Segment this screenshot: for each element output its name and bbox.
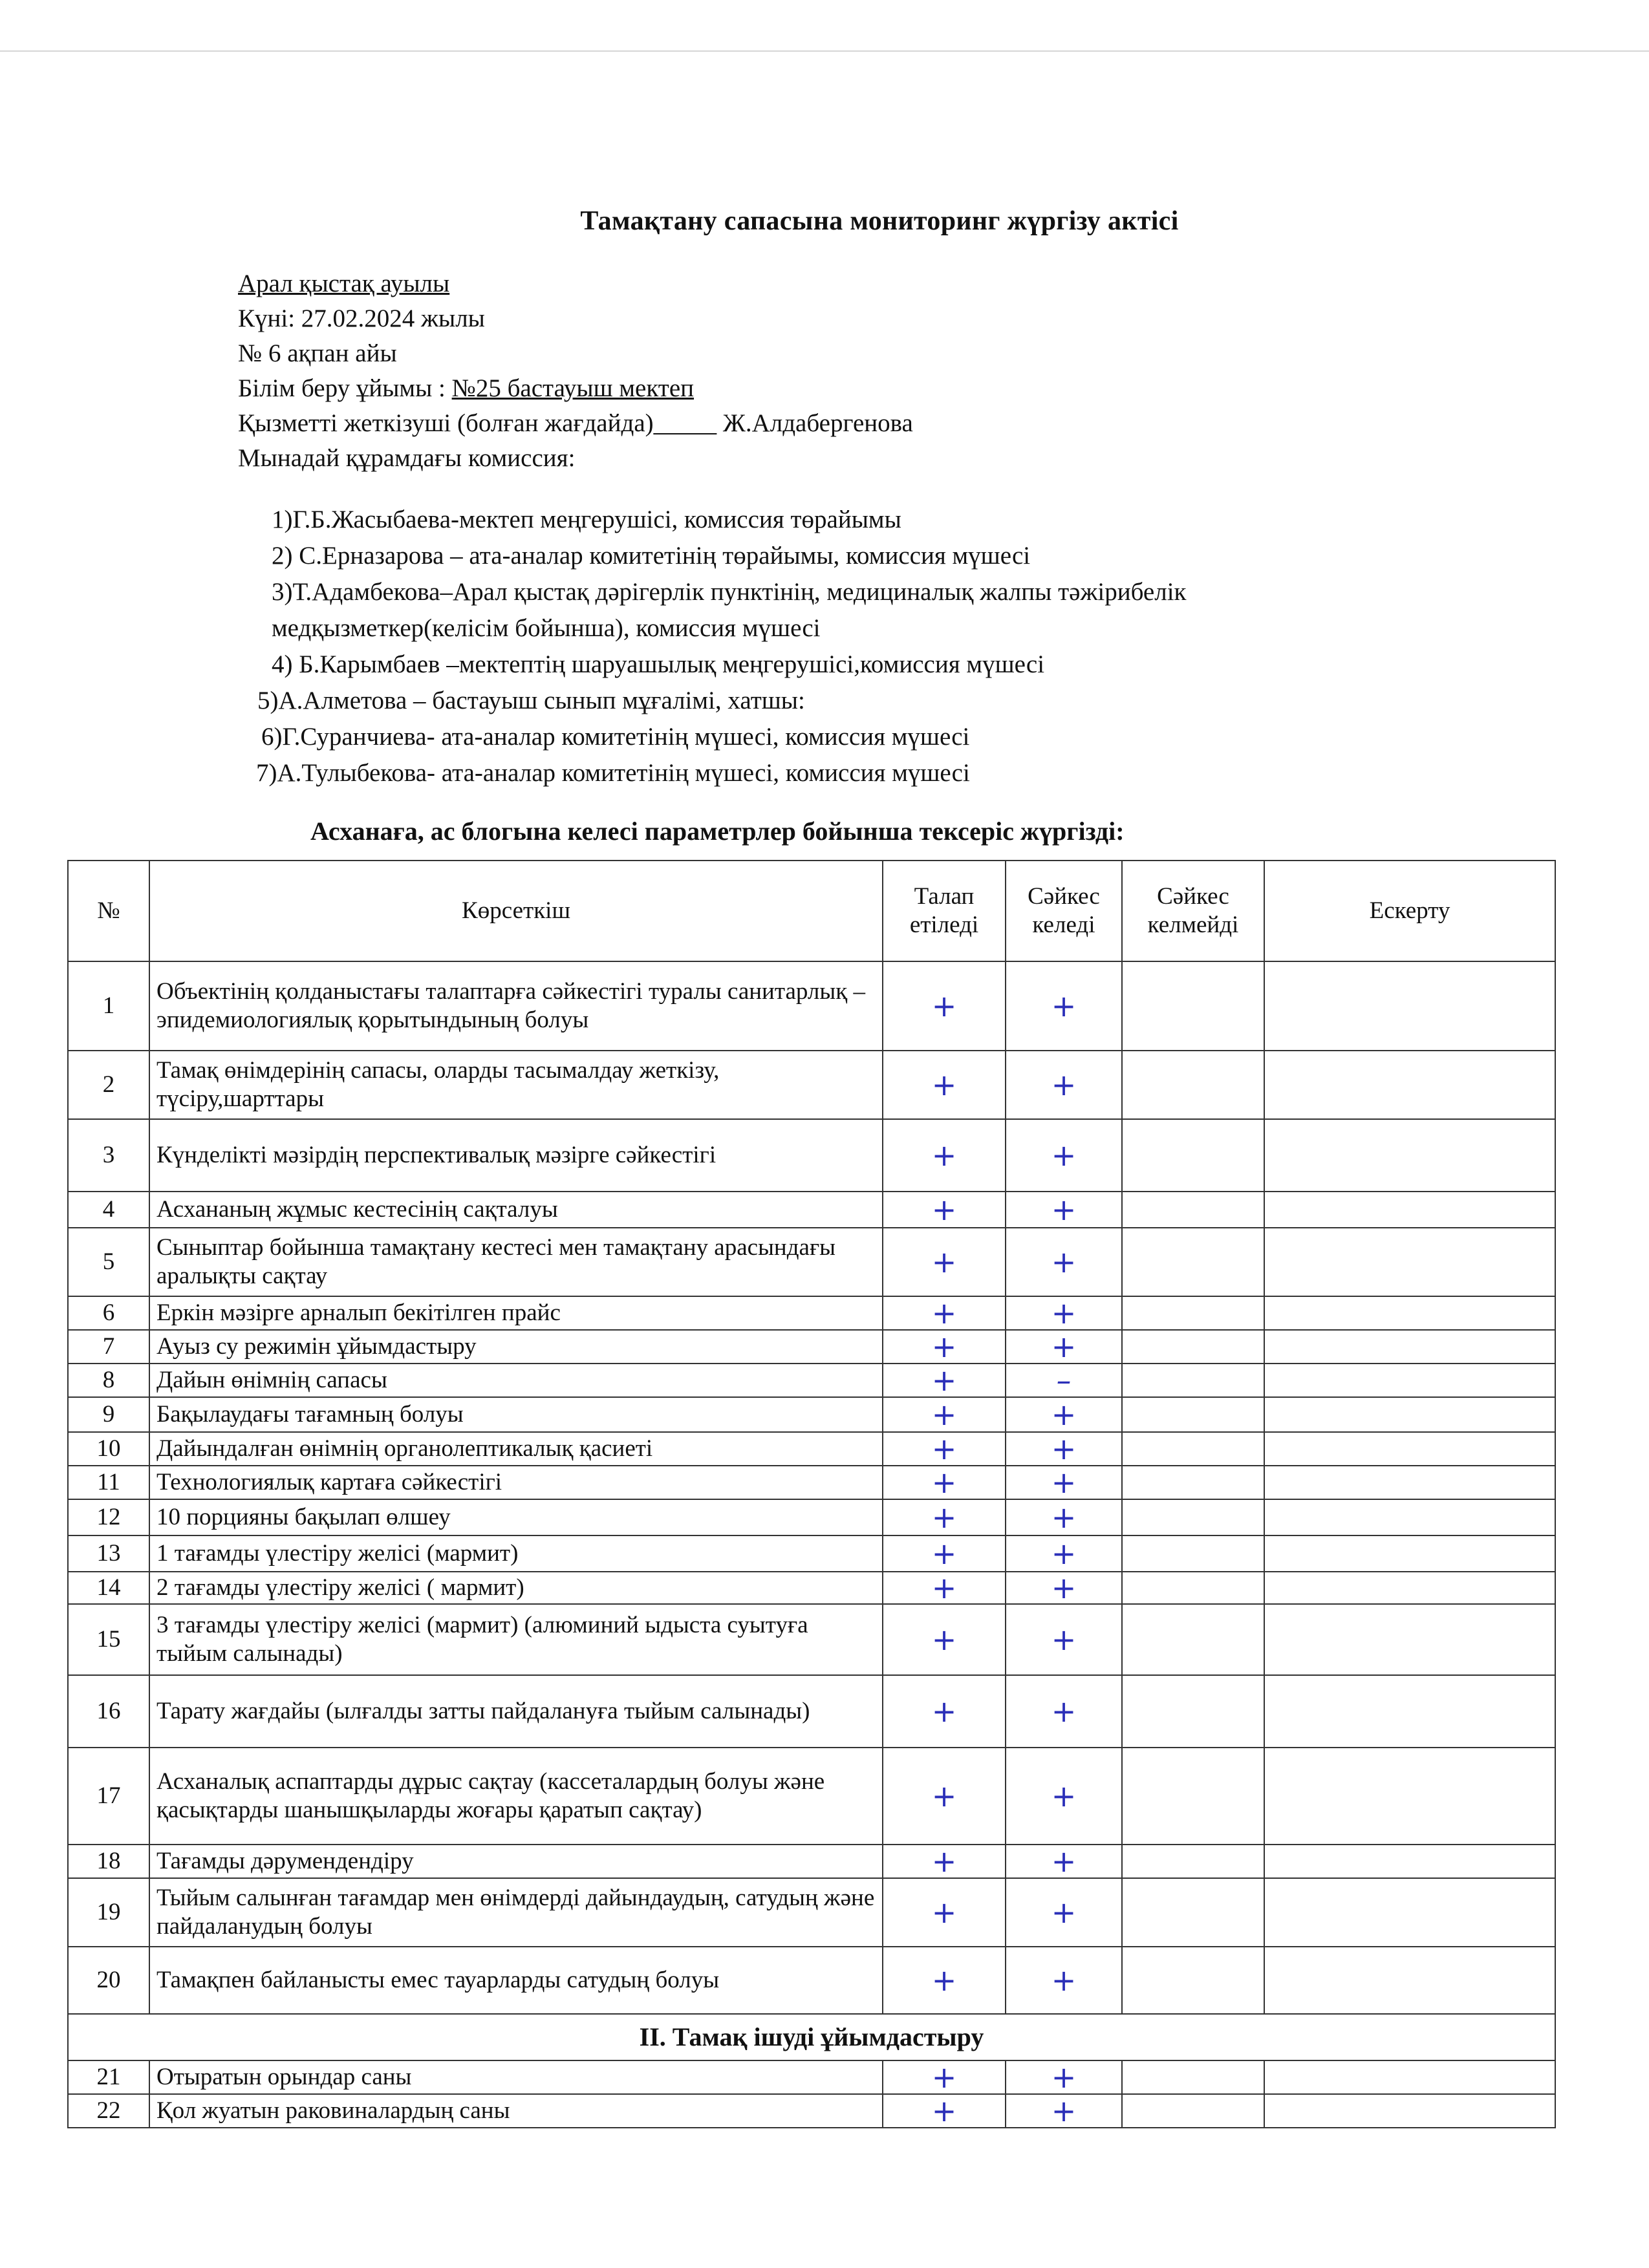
cell-indicator: Технологиялық картаға сәйкестігі [149, 1466, 883, 1499]
table-row [68, 1192, 1555, 1228]
organization-value: №25 бастауыш мектеп [451, 374, 695, 402]
cell-note [1264, 1748, 1555, 1845]
table-row [68, 2094, 1555, 2128]
cell-required: + [883, 1604, 1006, 1675]
cell-compliant: + [1006, 1878, 1122, 1947]
cell-required: + [883, 1535, 1006, 1572]
cell-required: + [883, 1466, 1006, 1499]
table-row [68, 1499, 1555, 1535]
table-body-section2 [68, 2060, 1555, 2128]
section2-title: ІІ. Тамақ ішуді ұйымдастыру [68, 2014, 1555, 2060]
col-header-number: № [68, 861, 149, 961]
cell-noncompliant [1122, 1535, 1264, 1572]
col-header-required: Талап етіледі [883, 861, 1006, 961]
cell-indicator: Асхананың жұмыс кестесінің сақталуы [149, 1192, 883, 1228]
cell-number: 20 [68, 1947, 149, 2014]
cell-number: 18 [68, 1845, 149, 1878]
member-line: 6)Г.Суранчиева- ата-аналар комитетінің мүшесі, комиссия мүшесі [261, 723, 970, 751]
number-line: № 6 ақпан айы [238, 339, 397, 367]
table-row [68, 1364, 1555, 1397]
cell-required: + [883, 1228, 1006, 1296]
cell-required: + [883, 1748, 1006, 1845]
member-line: 7)А.Тулыбекова- ата-аналар комитетінің мүшесі, комиссия мүшесі [256, 759, 970, 787]
cell-note [1264, 1228, 1555, 1296]
cell-number: 19 [68, 1878, 149, 1947]
cell-note [1264, 1947, 1555, 2014]
cell-note [1264, 1675, 1555, 1748]
cell-compliant: + [1006, 1397, 1122, 1432]
table-row [68, 1947, 1555, 2014]
cell-indicator: Бақылаудағы тағамның болуы [149, 1397, 883, 1432]
cell-noncompliant [1122, 1119, 1264, 1192]
table-row [68, 1675, 1555, 1748]
inspection-table [67, 860, 1556, 2128]
cell-noncompliant [1122, 1228, 1264, 1296]
cell-note [1264, 1499, 1555, 1535]
cell-number: 21 [68, 2060, 149, 2094]
inspection-subheading: Асханаға, ас блогына келесі параметрлер бойынша тексеріс жүргізді: [310, 817, 1125, 846]
cell-required: + [883, 1499, 1006, 1535]
table-row [68, 1051, 1555, 1119]
member-line: 4) Б.Карымбаев –мектептің шаруашылық меңгерушісі,комиссия мүшесі [272, 650, 1045, 678]
cell-indicator: Асханалық аспаптарды дұрыс сақтау (кассеталардың болуы және қасықтарды шанышқыларды жоғары қаратып сақтау) [149, 1748, 883, 1845]
cell-compliant: + [1006, 1845, 1122, 1878]
document-title: Тамақтану сапасына мониторинг жүргізу актісі [580, 206, 1179, 236]
member-line: 3)Т.Адамбекова–Арал қыстақ дәрігерлік пунктінің, медициналық жалпы тәжірибелік [272, 578, 1187, 606]
cell-number: 10 [68, 1432, 149, 1466]
cell-indicator: 2 тағамды үлестіру желісі ( мармит) [149, 1572, 883, 1604]
table-row [68, 1466, 1555, 1499]
commission-line: Мынадай құрамдағы комиссия: [238, 444, 576, 472]
table-header-row [68, 861, 1555, 961]
cell-compliant: + [1006, 961, 1122, 1051]
cell-compliant: + [1006, 1675, 1122, 1748]
table-row [68, 1572, 1555, 1604]
cell-number: 5 [68, 1228, 149, 1296]
cell-required: + [883, 961, 1006, 1051]
cell-noncompliant [1122, 1845, 1264, 1878]
table-row [68, 2060, 1555, 2094]
cell-number: 13 [68, 1535, 149, 1572]
cell-note [1264, 1572, 1555, 1604]
cell-indicator: 3 тағамды үлестіру желісі (мармит) (алюминий ыдыста суытуға тыйым салынады) [149, 1604, 883, 1675]
cell-note [1264, 2094, 1555, 2128]
table-body-section1 [68, 961, 1555, 2014]
cell-compliant: + [1006, 1228, 1122, 1296]
cell-number: 7 [68, 1330, 149, 1364]
cell-indicator: Еркін мәзірге арналып бекітілген прайс [149, 1296, 883, 1330]
cell-required: + [883, 2094, 1006, 2128]
cell-note [1264, 1432, 1555, 1466]
cell-compliant: + [1006, 2060, 1122, 2094]
table-row [68, 1535, 1555, 1572]
cell-indicator: Отыратын орындар саны [149, 2060, 883, 2094]
cell-noncompliant [1122, 1432, 1264, 1466]
cell-compliant: + [1006, 1572, 1122, 1604]
cell-required: + [883, 1330, 1006, 1364]
cell-number: 17 [68, 1748, 149, 1845]
cell-noncompliant [1122, 1572, 1264, 1604]
cell-compliant: + [1006, 1119, 1122, 1192]
table-row [68, 1604, 1555, 1675]
cell-number: 12 [68, 1499, 149, 1535]
table-row [68, 1845, 1555, 1878]
cell-indicator: Объектінің қолданыстағы талаптарға сәйкестігі туралы санитарлық – эпидемиологиялық қорытындының болуы [149, 961, 883, 1051]
col-header-noncompliant: Сәйкес келмейді [1122, 861, 1264, 961]
organization-label: Білім беру ұйымы : [238, 374, 452, 402]
cell-compliant: + [1006, 1535, 1122, 1572]
col-header-note: Ескерту [1264, 861, 1555, 961]
cell-number: 6 [68, 1296, 149, 1330]
cell-required: + [883, 1364, 1006, 1397]
supplier-line: Қызметті жеткізуші (болған жағдайда)_____ Ж.Алдабергенова [238, 409, 913, 437]
cell-noncompliant [1122, 2094, 1264, 2128]
cell-number: 1 [68, 961, 149, 1051]
cell-compliant: + [1006, 1748, 1122, 1845]
cell-note [1264, 1119, 1555, 1192]
cell-note [1264, 1192, 1555, 1228]
table-row [68, 1228, 1555, 1296]
cell-required: + [883, 1947, 1006, 2014]
cell-noncompliant [1122, 1330, 1264, 1364]
cell-compliant: + [1006, 1330, 1122, 1364]
cell-required: + [883, 1051, 1006, 1119]
cell-required: + [883, 1845, 1006, 1878]
cell-number: 9 [68, 1397, 149, 1432]
cell-note [1264, 1330, 1555, 1364]
table-row [68, 1432, 1555, 1466]
cell-compliant: + [1006, 1466, 1122, 1499]
table-row [68, 1119, 1555, 1192]
table-row [68, 1296, 1555, 1330]
cell-compliant: + [1006, 1499, 1122, 1535]
cell-note [1264, 961, 1555, 1051]
cell-compliant: + [1006, 1432, 1122, 1466]
cell-note [1264, 2060, 1555, 2094]
table-row [68, 961, 1555, 1051]
village-line: Арал қыстақ ауылы [238, 270, 450, 297]
cell-compliant: + [1006, 1947, 1122, 2014]
cell-required: + [883, 1675, 1006, 1748]
cell-noncompliant [1122, 2060, 1264, 2094]
cell-required: + [883, 1432, 1006, 1466]
scan-edge-line [0, 50, 1649, 52]
cell-number: 11 [68, 1466, 149, 1499]
cell-indicator: Ауыз су режимін ұйымдастыру [149, 1330, 883, 1364]
cell-noncompliant [1122, 1051, 1264, 1119]
cell-indicator: Дайындалған өнімнің органолептикалық қасиеті [149, 1432, 883, 1466]
cell-compliant: + [1006, 2094, 1122, 2128]
member-line: медқызметкер(келісім бойынша), комиссия мүшесі [272, 614, 821, 642]
cell-compliant: + [1006, 1192, 1122, 1228]
cell-noncompliant [1122, 1192, 1264, 1228]
cell-note [1264, 1397, 1555, 1432]
cell-noncompliant [1122, 1675, 1264, 1748]
cell-required: + [883, 1296, 1006, 1330]
document-header [238, 266, 913, 476]
cell-indicator: Дайын өнімнің сапасы [149, 1364, 883, 1397]
cell-note [1264, 1296, 1555, 1330]
cell-noncompliant [1122, 1296, 1264, 1330]
cell-noncompliant [1122, 1604, 1264, 1675]
cell-indicator: Тамақпен байланысты емес тауарларды сатудың болуы [149, 1947, 883, 2014]
cell-indicator: Тарату жағдайы (ылғалды затты пайдалануға тыйым салынады) [149, 1675, 883, 1748]
cell-compliant: + [1006, 1604, 1122, 1675]
cell-indicator: Тыйым салынған тағамдар мен өнімдерді дайындаудың, сатудың және пайдаланудың болуы [149, 1878, 883, 1947]
table-row [68, 1748, 1555, 1845]
cell-noncompliant [1122, 1466, 1264, 1499]
cell-number: 15 [68, 1604, 149, 1675]
member-line: 2) С.Ерназарова – ата-аналар комитетінің төрайымы, комиссия мүшесі [272, 542, 1031, 570]
table-row [68, 1330, 1555, 1364]
cell-required: + [883, 1878, 1006, 1947]
cell-indicator: Сыныптар бойынша тамақтану кестесі мен тамақтану арасындағы аралықты сақтау [149, 1228, 883, 1296]
cell-number: 4 [68, 1192, 149, 1228]
cell-required: + [883, 1192, 1006, 1228]
cell-indicator: 1 тағамды үлестіру желісі (мармит) [149, 1535, 883, 1572]
cell-required: + [883, 2060, 1006, 2094]
cell-number: 14 [68, 1572, 149, 1604]
cell-note [1264, 1535, 1555, 1572]
cell-number: 16 [68, 1675, 149, 1748]
cell-number: 2 [68, 1051, 149, 1119]
cell-compliant: + [1006, 1296, 1122, 1330]
cell-indicator: 10 порцияны бақылап өлшеу [149, 1499, 883, 1535]
date-line: Күні: 27.02.2024 жылы [238, 305, 485, 332]
member-line: 5)А.Алметова – бастауыш сынып мұғалімі, хатшы: [257, 687, 805, 714]
cell-noncompliant [1122, 1364, 1264, 1397]
cell-noncompliant [1122, 1499, 1264, 1535]
cell-note [1264, 1466, 1555, 1499]
cell-note [1264, 1845, 1555, 1878]
commission-members [238, 502, 1186, 791]
cell-noncompliant [1122, 961, 1264, 1051]
table-row [68, 1397, 1555, 1432]
cell-number: 3 [68, 1119, 149, 1192]
col-header-compliant: Сәйкес келеді [1006, 861, 1122, 961]
organization-line [238, 371, 913, 406]
cell-noncompliant [1122, 1878, 1264, 1947]
cell-note [1264, 1364, 1555, 1397]
cell-required: + [883, 1572, 1006, 1604]
cell-note [1264, 1604, 1555, 1675]
cell-compliant: + [1006, 1051, 1122, 1119]
cell-indicator: Тағамды дәрумендендіру [149, 1845, 883, 1878]
cell-number: 22 [68, 2094, 149, 2128]
cell-noncompliant [1122, 1748, 1264, 1845]
table-row [68, 1878, 1555, 1947]
cell-note [1264, 1878, 1555, 1947]
cell-indicator: Тамақ өнімдерінің сапасы, оларды тасымалдау жеткізу, түсіру,шарттары [149, 1051, 883, 1119]
cell-indicator: Күнделікті мәзірдің перспективалық мәзірге сәйкестігі [149, 1119, 883, 1192]
cell-noncompliant [1122, 1397, 1264, 1432]
cell-required: + [883, 1397, 1006, 1432]
cell-noncompliant [1122, 1947, 1264, 2014]
cell-number: 8 [68, 1364, 149, 1397]
section2-row [68, 2014, 1555, 2060]
cell-indicator: Қол жуатын раковиналардың саны [149, 2094, 883, 2128]
cell-note [1264, 1051, 1555, 1119]
cell-required: + [883, 1119, 1006, 1192]
col-header-indicator: Көрсеткіш [149, 861, 883, 961]
cell-compliant: – [1006, 1364, 1122, 1397]
member-line: 1)Г.Б.Жасыбаева-мектеп меңгерушісі, комиссия төрайымы [272, 506, 901, 533]
